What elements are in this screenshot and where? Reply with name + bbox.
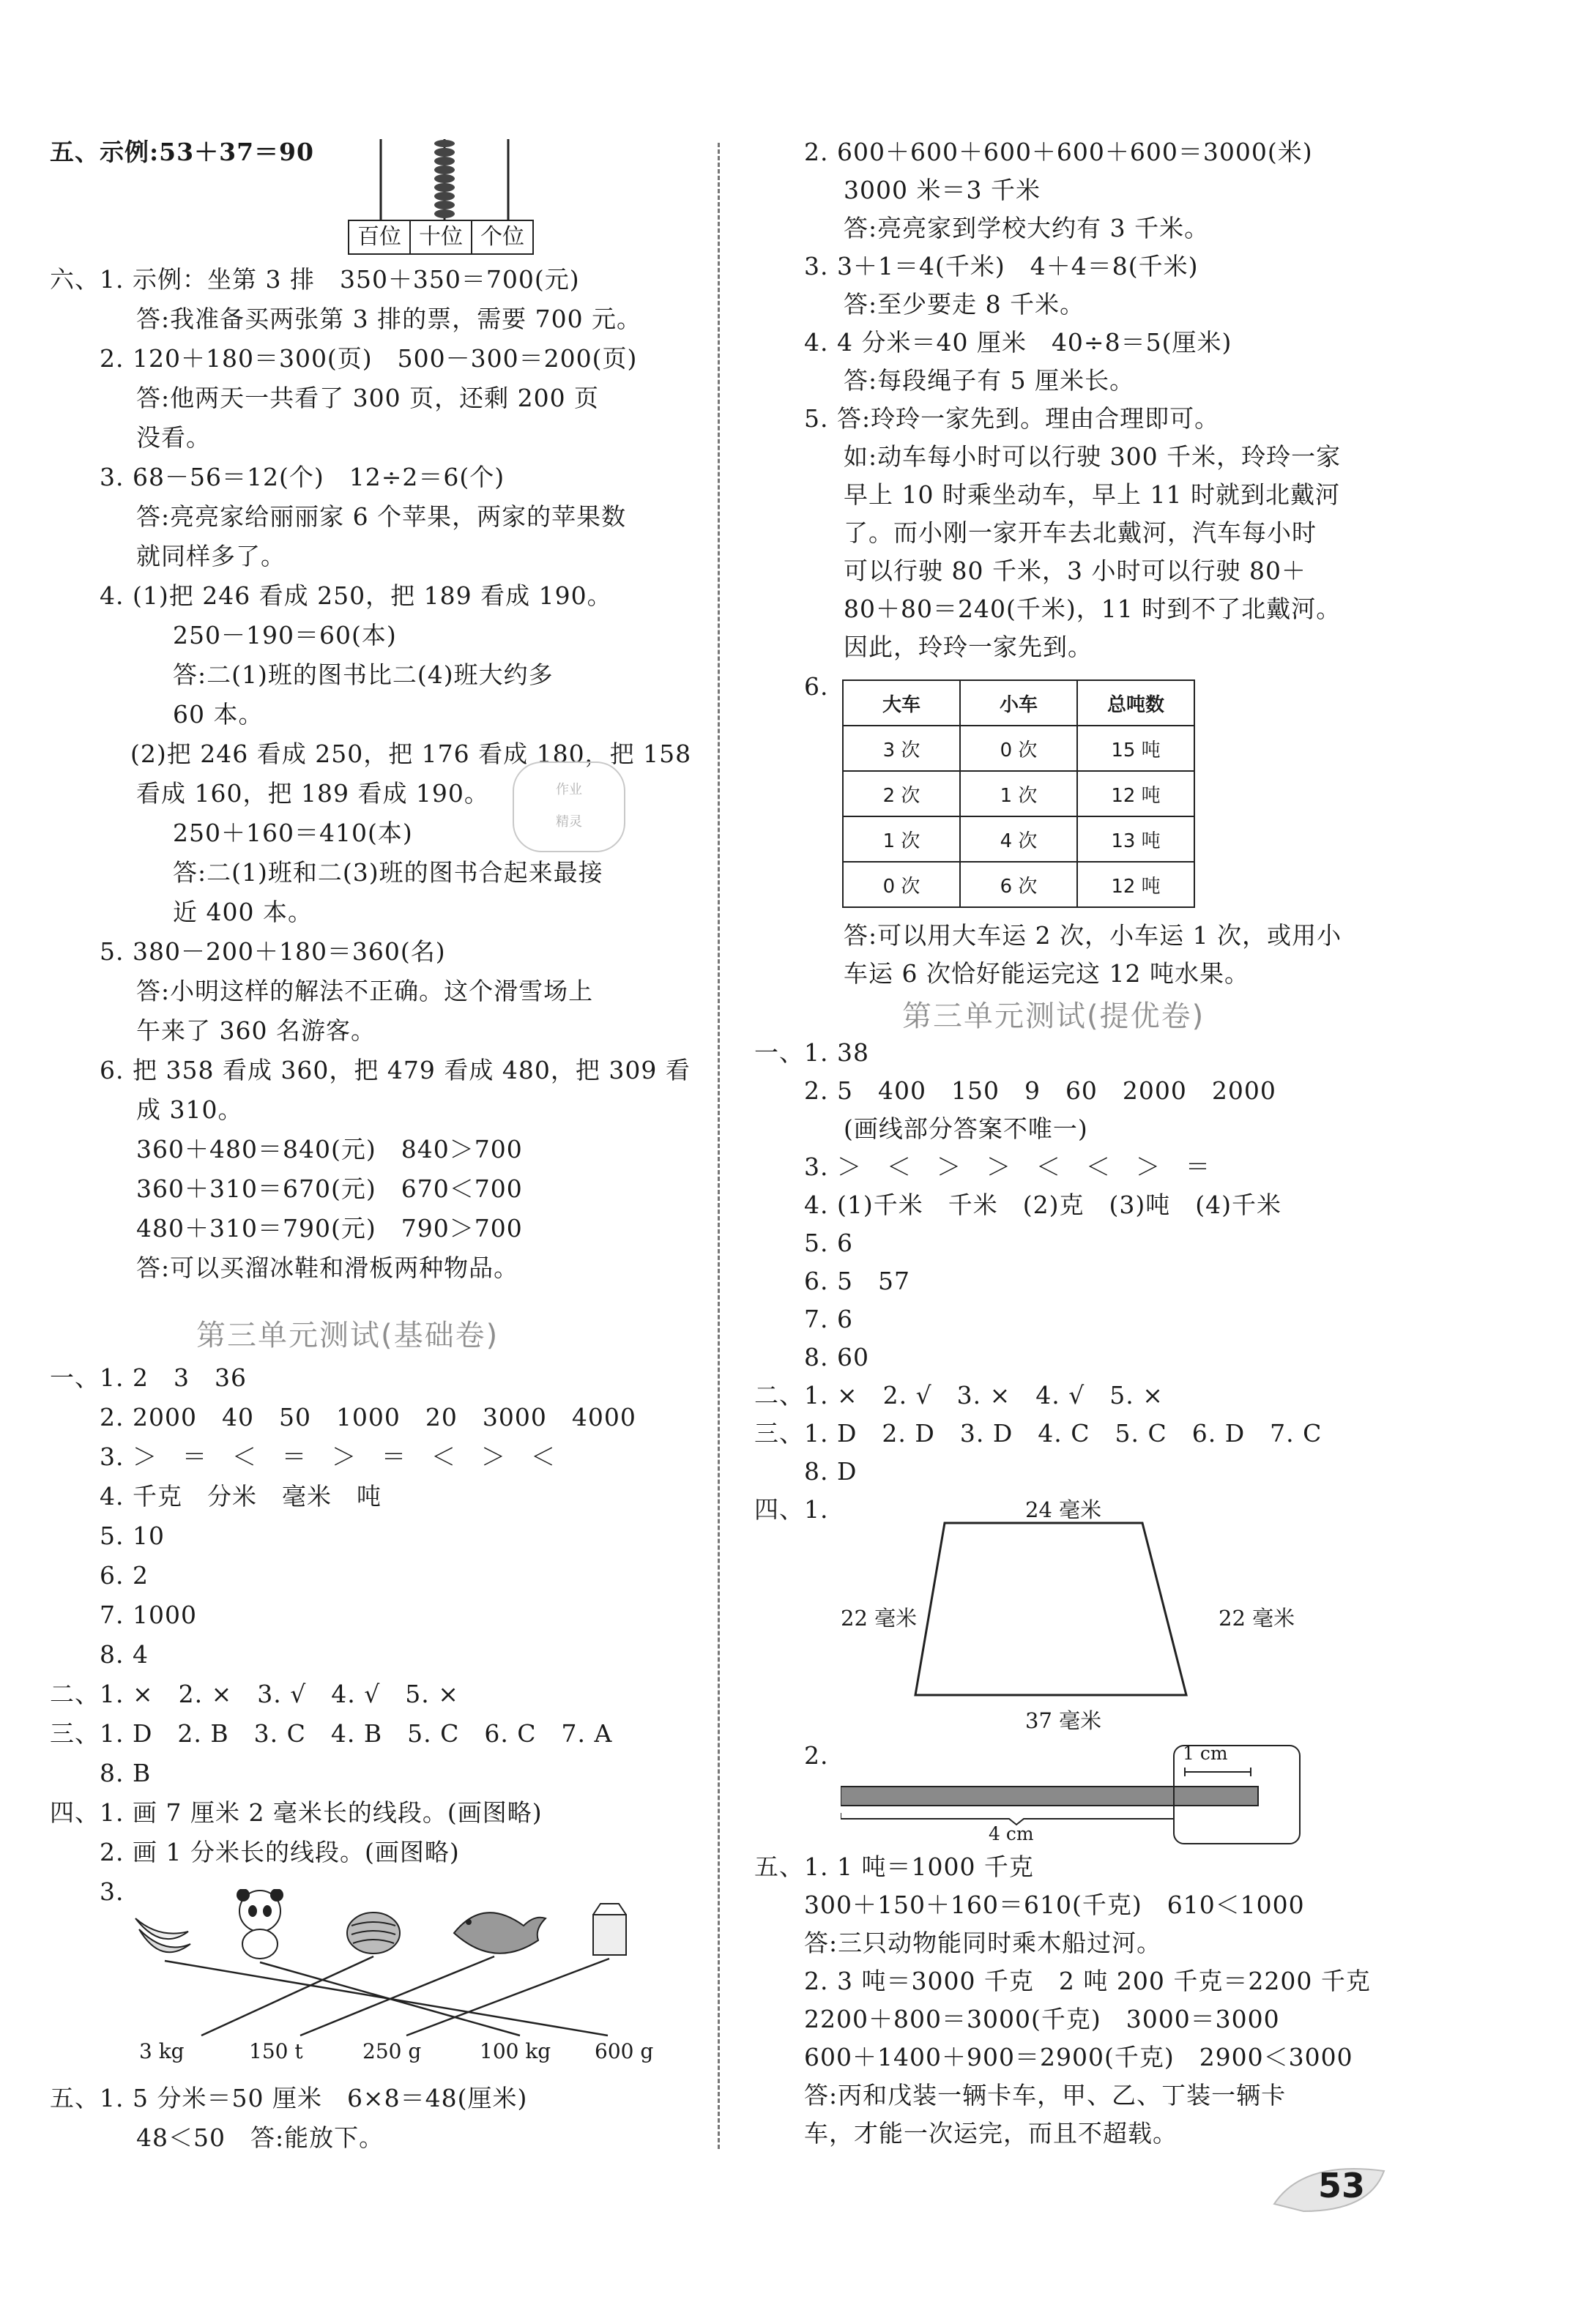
- answer-line: 六、1. 示例：坐第 3 排 350＋350＝700(元): [50, 265, 580, 294]
- answer-line: 6. 把 358 看成 360，把 479 看成 480，把 309 看: [100, 1056, 691, 1084]
- milk-carton-icon: [593, 1904, 626, 1955]
- answer-line: 80＋80＝240(千米)，11 时到不了北戴河。: [844, 595, 1342, 623]
- table-row: [843, 862, 1194, 907]
- answer-line: 看成 160，把 189 看成 190。: [136, 779, 489, 808]
- answer-line: 2. 画 1 分米长的线段。(画图略): [100, 1838, 460, 1866]
- panda-icon: [237, 1889, 283, 1959]
- weight-label: 250 g: [362, 2039, 422, 2063]
- page-number: 53: [1318, 2166, 1366, 2205]
- table-cell: 13 吨: [1077, 816, 1194, 862]
- table-cell: 12 吨: [1077, 771, 1194, 816]
- answer-line: (2)把 246 看成 250，把 176 看成 180，把 158: [130, 740, 692, 768]
- answer-line: 四、1. 画 7 厘米 2 毫米长的线段。(画图略): [50, 1798, 543, 1827]
- truck-table: [842, 679, 1195, 908]
- answer-line: 答:可以买溜冰鞋和滑板两种物品。: [136, 1254, 519, 1282]
- answer-line: 4. (1)千米 千米 (2)克 (3)吨 (4)千米: [804, 1191, 1281, 1219]
- weight-label: 150 t: [249, 2039, 303, 2063]
- weight-label: 3 kg: [139, 2039, 185, 2063]
- answer-line: 300＋150＋160＝610(千克) 610＜1000: [804, 1891, 1305, 1919]
- answer-line: 答:至少要走 8 千米。: [844, 290, 1085, 319]
- answer-line: 2.: [804, 1741, 829, 1770]
- weight-label: 600 g: [595, 2039, 654, 2063]
- abacus-label-hundreds: 百位: [348, 220, 411, 255]
- table-row: [843, 816, 1194, 862]
- answer-line: 4. 4 分米＝40 厘米 40÷8＝5(厘米): [804, 328, 1232, 357]
- answer-line: 5. 答:玲玲一家先到。理由合理即可。: [804, 404, 1220, 433]
- ruler-bar: [841, 1743, 1309, 1852]
- answer-line: 三、1. D 2. B 3. C 4. B 5. C 6. C 7. A: [50, 1719, 613, 1748]
- watermelon-icon: [347, 1913, 400, 1954]
- table-cell: 2 次: [843, 771, 960, 816]
- abacus-label-ones: 个位: [471, 220, 534, 255]
- answer-line: 3. ＞ ＜ ＞ ＞ ＜ ＜ ＞ ＝: [804, 1152, 1210, 1181]
- table-cell: 3 次: [843, 726, 960, 771]
- stamp-line2: 精灵: [556, 814, 582, 830]
- answer-line: 车，才能一次运完，而且不超载。: [804, 2119, 1178, 2148]
- matching-lines: [165, 1956, 609, 2036]
- answer-line: 答:二(1)班和二(3)班的图书合起来最接: [173, 858, 603, 887]
- answer-line: 午来了 360 名游客。: [136, 1016, 376, 1045]
- answer-line: 3. 3＋1＝4(千米) 4＋4＝8(千米): [804, 252, 1199, 280]
- answer-line: 答:三只动物能同时乘木船过河。: [804, 1929, 1162, 1957]
- answer-line: 250－190＝60(本): [173, 621, 397, 649]
- answer-line: 早上 10 时乘坐动车，早上 11 时就到北戴河: [844, 480, 1340, 509]
- answer-line: 就同样多了。: [136, 542, 286, 570]
- answer-line: 一、1. 38: [754, 1038, 869, 1067]
- answer-line: 答:丙和戊装一辆卡车，甲、乙、丁装一辆卡: [804, 2081, 1287, 2109]
- answer-line: 3.: [100, 1877, 124, 1906]
- section-title-basic: 第三单元测试(基础卷): [196, 1319, 499, 1352]
- weight-label: 100 kg: [480, 2039, 551, 2063]
- answer-line: 2. 120＋180＝300(页) 500－300＝200(页): [100, 344, 638, 373]
- answer-line: 8. B: [100, 1759, 152, 1787]
- answer-line: 五、示例:53＋37＝90: [50, 138, 314, 166]
- answer-line: 60 本。: [173, 700, 264, 729]
- trapezoid-right-label: 22 毫米: [1219, 1606, 1295, 1631]
- answer-line: 答:二(1)班的图书比二(4)班大约多: [173, 660, 554, 689]
- table-header: 总吨数: [1077, 680, 1194, 726]
- table-row: [843, 771, 1194, 816]
- trapezoid-shape: [901, 1516, 1267, 1706]
- trapezoid-bottom-label: 37 毫米: [1025, 1708, 1102, 1733]
- answer-line: 600＋1400＋900＝2900(千克) 2900＜3000: [804, 2043, 1353, 2071]
- abacus-label-tens: 十位: [409, 220, 472, 255]
- answer-line: 360＋480＝840(元) 840＞700: [136, 1135, 523, 1163]
- stamp-logo: [513, 761, 625, 852]
- trapezoid-left-label: 22 毫米: [841, 1606, 918, 1631]
- table-header: 小车: [960, 680, 1077, 726]
- answer-line: 成 310。: [136, 1095, 243, 1124]
- answer-line: 车运 6 次恰好能运完这 12 吨水果。: [844, 959, 1249, 988]
- table-cell: 1 次: [960, 771, 1077, 816]
- answer-line: 3000 米＝3 千米: [844, 176, 1041, 204]
- answer-line: 五、1. 5 分米＝50 厘米 6×8＝48(厘米): [50, 2084, 528, 2112]
- answer-line: 7. 6: [804, 1305, 853, 1333]
- answer-line: 6. 2: [100, 1561, 149, 1590]
- matching-pictures: [124, 1889, 681, 2057]
- table-cell: 4 次: [960, 816, 1077, 862]
- answer-line: 答:亮亮家给丽丽家 6 个苹果，两家的苹果数: [136, 502, 627, 531]
- answer-line: 答:我准备买两张第 3 排的票，需要 700 元。: [136, 305, 642, 333]
- answer-line: 6.: [804, 672, 829, 701]
- ruler-unit-label: 1 cm: [1183, 1743, 1228, 1764]
- answer-line: 2200＋800＝3000(千克) 3000＝3000: [804, 2005, 1280, 2033]
- answer-line: 五、1. 1 吨＝1000 千克: [754, 1852, 1034, 1881]
- answer-line: 8. 60: [804, 1343, 869, 1371]
- answer-line: 6. 5 57: [804, 1267, 910, 1295]
- table-header: 大车: [843, 680, 960, 726]
- abacus-rods: [344, 139, 542, 221]
- answer-line: 5. 10: [100, 1522, 165, 1550]
- ruler-total-label: 4 cm: [989, 1823, 1034, 1844]
- answer-line: 2. 5 400 150 9 60 2000 2000: [804, 1076, 1276, 1105]
- answer-line: 480＋310＝790(元) 790＞700: [136, 1214, 523, 1243]
- answer-line: 2. 3 吨＝3000 千克 2 吨 200 千克＝2200 千克: [804, 1967, 1371, 1995]
- table-cell: 1 次: [843, 816, 960, 862]
- table-header-row: [843, 680, 1194, 726]
- answer-line: 答:每段绳子有 5 厘米长。: [844, 366, 1135, 395]
- answer-line: 如:动车每小时可以行驶 300 千米，玲玲一家: [844, 442, 1342, 471]
- answer-line: 250＋160＝410(本): [173, 819, 413, 847]
- banana-icon: [135, 1918, 190, 1952]
- table-cell: 15 吨: [1077, 726, 1194, 771]
- answer-line: 答:可以用大车运 2 次，小车运 1 次，或用小: [844, 921, 1342, 950]
- answer-line: 四、1.: [754, 1495, 829, 1524]
- answer-line: 三、1. D 2. D 3. D 4. C 5. C 6. D 7. C: [754, 1419, 1323, 1448]
- answer-line: 360＋310＝670(元) 670＜700: [136, 1174, 523, 1203]
- answer-line: 因此，玲玲一家先到。: [844, 633, 1093, 661]
- answer-line: 4. (1)把 246 看成 250，把 189 看成 190。: [100, 581, 612, 610]
- answer-line: 3. ＞ ＝ ＜ ＝ ＞ ＝ ＜ ＞ ＜: [100, 1442, 556, 1471]
- answer-line: 答:他两天一共看了 300 页，还剩 200 页: [136, 384, 600, 412]
- answer-line: 5. 380－200＋180＝360(名): [100, 937, 446, 966]
- answer-line: 8. 4: [100, 1640, 149, 1669]
- table-cell: 6 次: [960, 862, 1077, 907]
- answer-line: 2. 2000 40 50 1000 20 3000 4000: [100, 1403, 636, 1431]
- answer-line: 可以行驶 80 千米，3 小时可以行驶 80＋: [844, 556, 1306, 585]
- table-cell: 0 次: [960, 726, 1077, 771]
- section-title-advanced: 第三单元测试(提优卷): [902, 999, 1205, 1033]
- answer-line: 答:亮亮家到学校大约有 3 千米。: [844, 214, 1210, 242]
- answer-line: 7. 1000: [100, 1601, 197, 1629]
- answer-line: 5. 6: [804, 1229, 853, 1257]
- answer-line: 2. 600＋600＋600＋600＋600＝3000(米): [804, 138, 1313, 166]
- table-cell: 12 吨: [1077, 862, 1194, 907]
- answer-line: 答:小明这样的解法不正确。这个滑雪场上: [136, 977, 594, 1005]
- whale-icon: [454, 1913, 546, 1954]
- answer-line: 3. 68－56＝12(个) 12÷2＝6(个): [100, 463, 505, 491]
- column-divider: [718, 143, 720, 2149]
- answer-line: 4. 千克 分米 毫米 吨: [100, 1482, 382, 1511]
- answer-line: 没看。: [136, 423, 211, 452]
- answer-line: 近 400 本。: [173, 898, 313, 926]
- table-row: [843, 726, 1194, 771]
- answer-line: 48＜50 答:能放下。: [136, 2123, 384, 2152]
- answer-line: 8. D: [804, 1457, 858, 1486]
- answer-line: 二、1. × 2. × 3. √ 4. √ 5. ×: [50, 1680, 459, 1708]
- trapezoid-top-label: 24 毫米: [1025, 1497, 1102, 1522]
- answer-line: (画线部分答案不唯一): [844, 1114, 1088, 1143]
- stamp-line1: 作业: [556, 782, 582, 797]
- answer-line: 二、1. × 2. √ 3. × 4. √ 5. ×: [754, 1381, 1164, 1409]
- table-cell: 0 次: [843, 862, 960, 907]
- answer-line: 一、1. 2 3 36: [50, 1363, 247, 1392]
- answer-line: 了。而小刚一家开车去北戴河，汽车每小时: [844, 518, 1317, 547]
